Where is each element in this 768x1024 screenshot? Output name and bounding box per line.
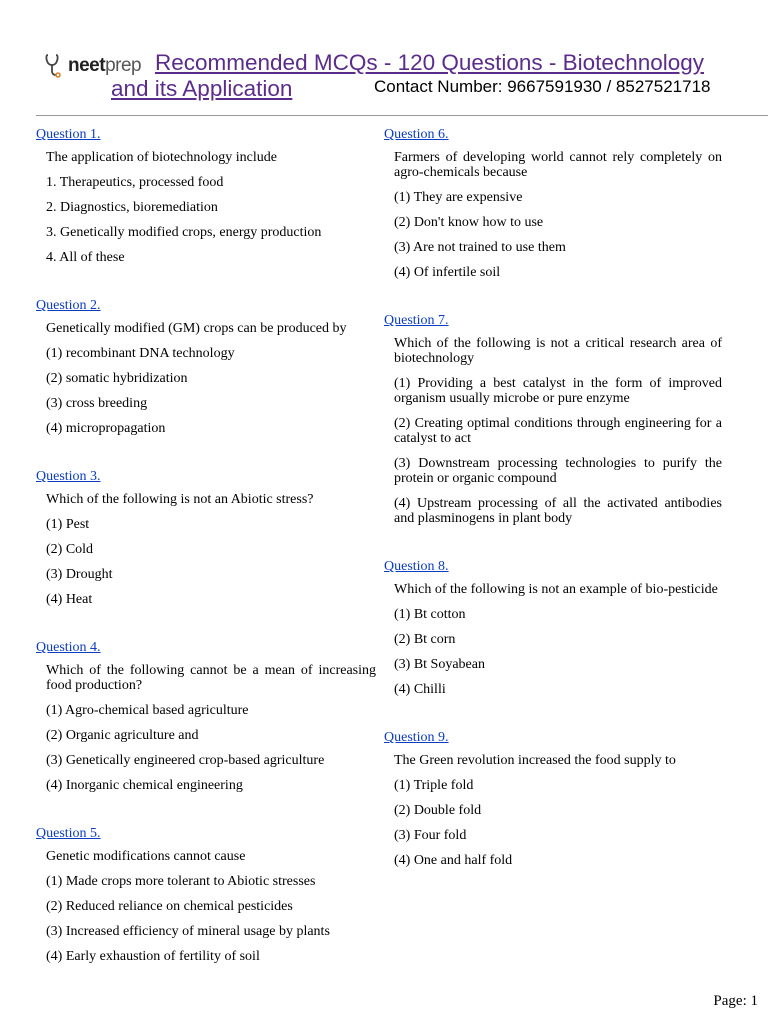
question-9-link[interactable]: Question 9. bbox=[384, 730, 449, 745]
document-title-link[interactable]: Recommended MCQs - 120 Questions - Biotechnology bbox=[155, 50, 705, 75]
question-1 bbox=[36, 126, 376, 265]
question-9-option-3: (3) Four fold bbox=[394, 828, 467, 843]
question-3-option-3: (3) Drought bbox=[46, 567, 113, 582]
question-3-text: Which of the following is not an Abiotic stress? bbox=[46, 492, 314, 507]
question-2-text: Genetically modified (GM) crops can be produced by bbox=[46, 321, 347, 336]
question-6-link[interactable]: Question 6. bbox=[384, 127, 449, 142]
question-2 bbox=[36, 297, 376, 436]
question-4 bbox=[36, 639, 376, 793]
stethoscope-icon bbox=[44, 52, 66, 78]
question-6-option-2: (2) Don't know how to use bbox=[394, 215, 544, 230]
question-6-body bbox=[384, 150, 722, 280]
question-3-body bbox=[36, 492, 376, 607]
right-question-column bbox=[384, 126, 722, 878]
question-3-option-2: (2) Cold bbox=[46, 542, 94, 557]
question-9 bbox=[384, 729, 722, 868]
question-spacer bbox=[384, 290, 722, 312]
question-spacer bbox=[36, 446, 376, 468]
left-question-column bbox=[36, 126, 376, 974]
question-1-option-2: 2. Diagnostics, bioremediation bbox=[46, 200, 218, 215]
question-8-body bbox=[384, 582, 722, 697]
document-title-link-continued[interactable]: and its Application bbox=[111, 76, 293, 101]
question-spacer bbox=[384, 707, 722, 729]
question-4-option-3: (3) Genetically engineered crop-based agriculture bbox=[46, 753, 325, 768]
page-header bbox=[0, 0, 768, 118]
question-1-option-1: 1. Therapeutics, processed food bbox=[46, 175, 224, 190]
question-2-option-3: (3) cross breeding bbox=[46, 396, 148, 411]
question-4-option-2: (2) Organic agriculture and bbox=[46, 728, 199, 743]
question-7-option-2: (2) Creating optimal conditions through engineering for a catalyst to act bbox=[394, 416, 722, 446]
question-7-option-4: (4) Upstream processing of all the activated antibodies and plasminogens in plant body bbox=[394, 496, 722, 526]
question-5 bbox=[36, 825, 376, 964]
question-5-option-2: (2) Reduced reliance on chemical pesticides bbox=[46, 899, 293, 914]
question-6-option-3: (3) Are not trained to use them bbox=[394, 240, 566, 255]
question-6-option-4: (4) Of infertile soil bbox=[394, 265, 501, 280]
question-9-text: The Green revolution increased the food supply to bbox=[394, 753, 676, 768]
question-9-body bbox=[384, 753, 722, 868]
question-7-option-3: (3) Downstream processing technologies to purify the protein or organic compound bbox=[394, 456, 722, 486]
question-6 bbox=[384, 126, 722, 280]
question-8-link[interactable]: Question 8. bbox=[384, 559, 449, 574]
question-4-option-1: (1) Agro-chemical based agriculture bbox=[46, 703, 249, 718]
question-8-option-1: (1) Bt cotton bbox=[394, 607, 466, 622]
logo-wordmark bbox=[68, 55, 141, 77]
question-8-option-3: (3) Bt Soyabean bbox=[394, 657, 485, 672]
question-5-text: Genetic modifications cannot cause bbox=[46, 849, 246, 864]
header-divider bbox=[36, 115, 768, 116]
question-5-link[interactable]: Question 5. bbox=[36, 826, 101, 841]
question-9-option-1: (1) Triple fold bbox=[394, 778, 474, 793]
question-7-link[interactable]: Question 7. bbox=[384, 313, 449, 328]
question-2-option-2: (2) somatic hybridization bbox=[46, 371, 188, 386]
question-2-link[interactable]: Question 2. bbox=[36, 298, 101, 313]
question-8-option-2: (2) Bt corn bbox=[394, 632, 456, 647]
question-3-option-4: (4) Heat bbox=[46, 592, 93, 607]
question-3 bbox=[36, 468, 376, 607]
question-5-body bbox=[36, 849, 376, 964]
question-4-option-4: (4) Inorganic chemical engineering bbox=[46, 778, 243, 793]
question-8-text: Which of the following is not an example of bio-pesticide bbox=[394, 582, 718, 597]
question-spacer bbox=[36, 617, 376, 639]
question-1-link[interactable]: Question 1. bbox=[36, 127, 101, 142]
question-8-option-4: (4) Chilli bbox=[394, 682, 446, 697]
question-1-body bbox=[36, 150, 376, 265]
question-6-text: Farmers of developing world cannot rely completely on agro-chemicals because bbox=[394, 150, 722, 180]
question-7 bbox=[384, 312, 722, 526]
question-1-option-3: 3. Genetically modified crops, energy production bbox=[46, 225, 322, 240]
question-9-option-2: (2) Double fold bbox=[394, 803, 482, 818]
question-4-link[interactable]: Question 4. bbox=[36, 640, 101, 655]
question-5-option-1: (1) Made crops more tolerant to Abiotic stresses bbox=[46, 874, 316, 889]
question-5-option-4: (4) Early exhaustion of fertility of soil bbox=[46, 949, 260, 964]
question-7-text: Which of the following is not a critical research area of biotechnology bbox=[394, 336, 722, 366]
question-7-body bbox=[384, 336, 722, 526]
question-2-option-4: (4) micropropagation bbox=[46, 421, 166, 436]
question-1-option-4: 4. All of these bbox=[46, 250, 125, 265]
question-4-body bbox=[36, 663, 376, 793]
question-4-text: Which of the following cannot be a mean of increasing food production? bbox=[46, 663, 376, 693]
question-1-text: The application of biotechnology include bbox=[46, 150, 277, 165]
contact-number: Contact Number: 9667591930 / 8527521718 bbox=[374, 77, 711, 96]
question-spacer bbox=[384, 536, 722, 558]
question-2-body bbox=[36, 321, 376, 436]
page-number: Page: 1 bbox=[713, 993, 758, 1009]
question-6-option-1: (1) They are expensive bbox=[394, 190, 523, 205]
question-spacer bbox=[36, 803, 376, 825]
question-5-option-3: (3) Increased efficiency of mineral usage by plants bbox=[46, 924, 330, 939]
logo-prep: prep bbox=[105, 55, 142, 76]
question-8 bbox=[384, 558, 722, 697]
question-7-option-1: (1) Providing a best catalyst in the form of improved organism usually microbe or pure enzyme bbox=[394, 376, 722, 406]
question-3-link[interactable]: Question 3. bbox=[36, 469, 101, 484]
question-spacer bbox=[36, 275, 376, 297]
question-2-option-1: (1) recombinant DNA technology bbox=[46, 346, 235, 361]
question-3-option-1: (1) Pest bbox=[46, 517, 90, 532]
question-9-option-4: (4) One and half fold bbox=[394, 853, 513, 868]
logo-neet: neet bbox=[68, 55, 106, 76]
